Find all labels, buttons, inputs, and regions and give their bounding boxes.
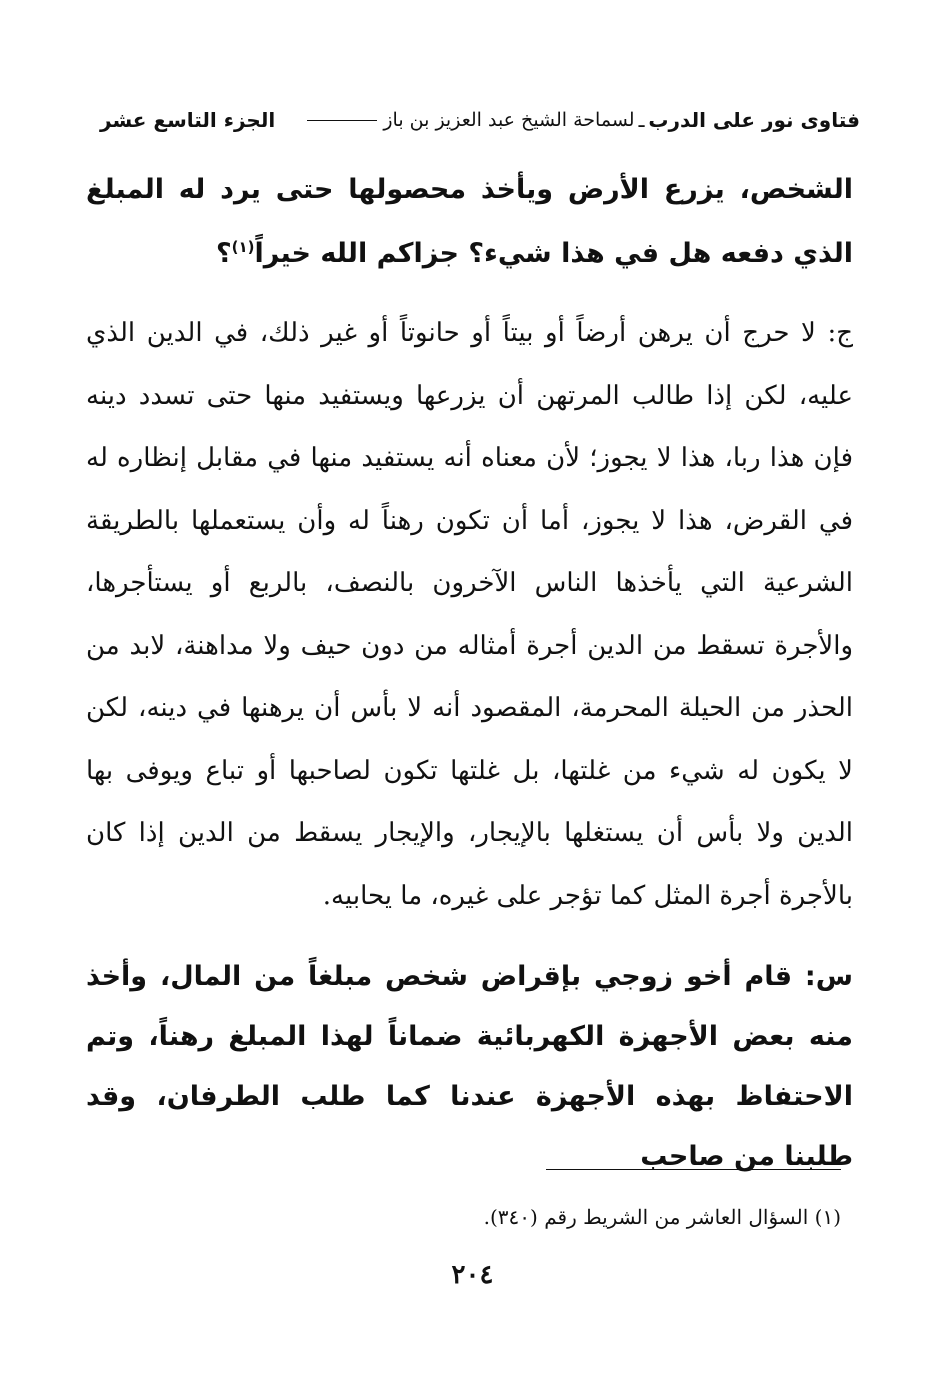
question-continued-text: الشخص، يزرع الأرض ويأخذ محصولها حتى يرد له المبلغ الذي دفعه هل في هذا شيء؟ جزاكم الله خيراً [86, 174, 853, 269]
header-part-number: الجزء التاسع عشر [100, 108, 276, 132]
header-author: لسماحة الشيخ عبد العزيز بن باز [383, 109, 635, 131]
footnote-separator [546, 1169, 841, 1170]
question-trailing-mark: ؟ [215, 238, 232, 269]
next-question: س: قام أخو زوجي بإقراض شخص مبلغاً من المال، وأخذ منه بعض الأجهزة الكهربائية ضماناً لهذا المبلغ رهناً، وتم الاحتفاظ بهذه الأجهزة عندنا كما طلب الطرفان، وقد طلبنا من صاحب [86, 961, 853, 1172]
header-separator: ـ [638, 108, 645, 132]
footnote-reference: (١) [231, 238, 255, 256]
header-title-group [301, 108, 860, 132]
header-rule [307, 120, 377, 121]
question-continued [86, 158, 853, 286]
header-book-title: فتاوى نور على الدرب [648, 108, 860, 132]
footnote: (١) السؤال العاشر من الشريط رقم (٣٤٠). [483, 1205, 841, 1229]
answer-paragraph: ج: لا حرج أن يرهن أرضاً أو بيتاً أو حانوتاً أو غير ذلك، في الدين الذي عليه، لكن إذا طالب المرتهن أن يزرعها ويستفيد منها حتى تسدد دينه فإن هذا ربا، هذا لا يجوز؛ لأن معناه أنه يستفيد منها في مقابل إنظاره له في القرض، هذا لا يجوز، أما أن تكون رهناً له وأن يستعملها بالطريقة الشرعية التي يأخذها الناس الآخرون بالنصف، بالربع أو يستأجرها، والأجرة تسقط من الدين أجرة أمثاله من دون حيف ولا مداهنة، لابد من الحذر من الحيلة المحرمة، المقصود أنه لا بأس أن يرهنها في دينه، لكن لا يكون له شيء من غلتها، بل غلتها تكون لصاحبها أو تباع ويوفى بها الدين ولا بأس أن يستغلها بالإيجار، والإيجار يسقط من الدين إذا كان بالأجرة أجرة المثل كما تؤجر على غيره، ما يحابيه. [86, 318, 853, 911]
page-content [86, 158, 853, 1187]
page-number: ٢٠٤ [451, 1260, 494, 1290]
running-header [100, 100, 860, 140]
